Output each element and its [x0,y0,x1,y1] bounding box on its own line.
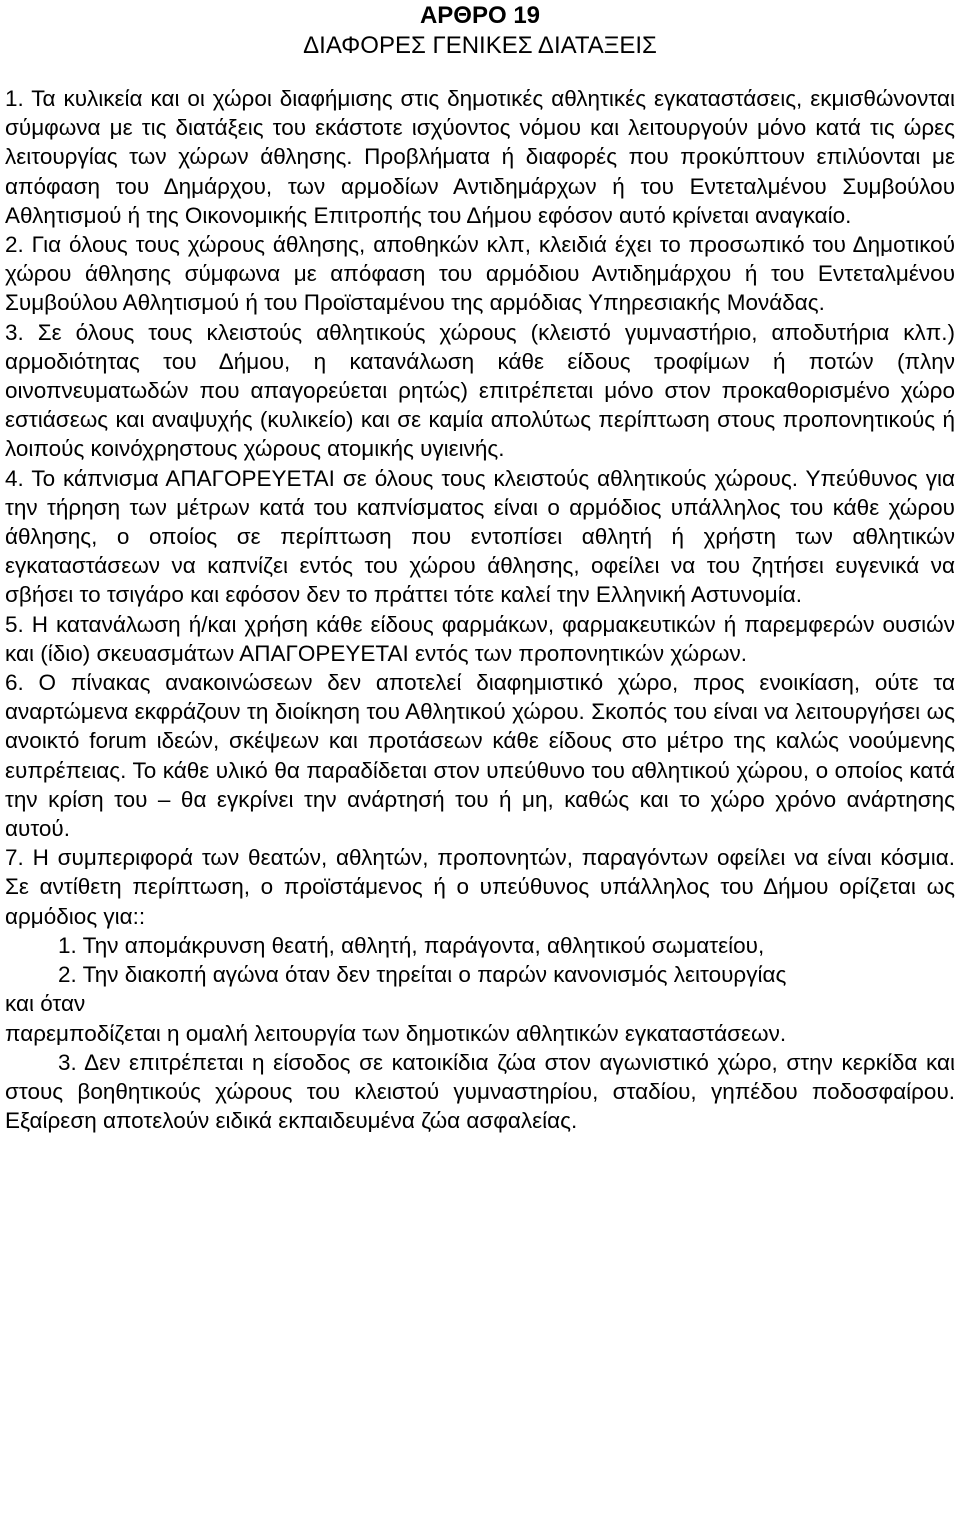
paragraph-2: 2. Για όλους τους χώρους άθλησης, αποθηκών κλπ, κλειδιά έχει το προσωπικό του Δημοτικού χώρου άθλησης σύμφωνα με απόφαση του αρμόδιου Αντιδημάρχου ή του Εντεταλμένου Συμβούλου Αθλητισμού ή του Προϊσταμένου της αρμόδιας Υπηρεσιακής Μονάδας. [5,232,955,316]
paragraph-3: 3. Σε όλους τους κλειστούς αθλητικούς χώρους (κλειστό γυμναστήριο, αποδυτήρια κλπ.) αρμοδιότητας του Δήμου, η κατανάλωση κάθε είδους τροφίμων ή ποτών (πλην οινοπνευματωδών που απαγορεύεται ρητώς) επιτρέπεται μόνο στον προκαθορισμένο χώρο εστιάσεως και αναψυχής (κυλικείο) και σε καμία απολύτως περίπτωση στους προπονητικούς ή λοιπούς κοινόχρηστους χώρους ατομικής υγιεινής. [5,319,955,462]
paragraph-1: 1. Τα κυλικεία και οι χώροι διαφήμισης στις δημοτικές αθλητικές εγκαταστάσεις, εκμισθώνονται σύμφωνα με τις διατάξεις του εκάστοτε ισχύοντος νόμου και λειτουργούν μόνο κατά τις ώρες λειτουργίας των χώρων άθλησης. Προβλήματα ή διαφορές που προκύπτουν επιλύονται με απόφαση του Δημάρχου, των αρμοδίων Αντιδημάρχων ή του Εντεταλμένου Συμβούλου Αθλητισμού ή της Οικονομικής Επιτροπής του Δήμου εφόσον αυτό κρίνεται αναγκαίο. [5,86,955,228]
subitem-2-continuation-2: παρεμποδίζεται η ομαλή λειτουργία των δημοτικών αθλητικών εγκαταστάσεων. [5,1020,787,1046]
article-body [5,84,955,1135]
paragraph-4: 4. Το κάπνισμα ΑΠΑΓΟΡΕΥΕΤΑΙ σε όλους τους κλειστούς αθλητικούς χώρους. Υπεύθυνος για την τήρηση των μέτρων κατά του καπνίσματος είναι ο αρμόδιος υπάλληλος του κάθε χώρου άθλησης, ο οποίος σε περίπτωση που εντοπίσει αθλητή ή χρήστη των αθλητικών εγκαταστάσεων να καπνίζει εντός του χώρου άθλησης, οφείλει να του ζητήσει ευγενικά να σβήσει το τσιγάρο και εφόσον δεν το πράττει τότε καλεί την Ελληνική Αστυνομία. [5,465,955,608]
article-heading [5,0,955,61]
paragraph-7: 7. Η συμπεριφορά των θεατών, αθλητών, προπονητών, παραγόντων οφείλει να είναι κόσμια. Σε αντίθετη περίπτωση, ο προϊστάμενος ή ο υπεύθυνος υπάλληλος του Δήμου ορίζεται ως αρμόδιος για:: [5,845,955,929]
subitem-2: 2. Την διακοπή αγώνα όταν δεν τηρείται ο παρών κανονισμός λειτουργίας [58,962,787,988]
subitem-2-continuation-1: και όταν [5,991,86,1017]
article-subtitle: ΔΙΑΦΟΡΕΣ ΓΕΝΙΚΕΣ ΔΙΑΤΑΞΕΙΣ [303,32,657,59]
subitem-3-text: 3. Δεν επιτρέπεται η είσοδος σε κατοικίδια ζώα στον αγωνιστικό χώρο, στην κερκίδα και στους βοηθητικούς χώρους του κλειστού γυμναστηρίου, σταδίου, γηπέδου ποδοσφαίρου. Εξαίρεση αποτελούν ειδικά εκπαιδευμένα ζώα ασφαλείας. [5,1049,955,1134]
subitem-1: 1. Την απομάκρυνση θεατή, αθλητή, παράγοντα, αθλητικού σωματείου, [58,932,765,958]
paragraph-5: 5. Η κατανάλωση ή/και χρήση κάθε είδους φαρμάκων, φαρμακευτικών ή παρεμφερών ουσιών και (ίδιο) σκευασμάτων ΑΠΑΓΟΡΕΥΕΤΑΙ εντός των προπονητικών χώρων. [5,611,955,666]
paragraph-6: 6. Ο πίνακας ανακοινώσεων δεν αποτελεί διαφημιστικό χώρο, προς ενοικίαση, ούτε τα αναρτώμενα εκφράζουν τη διοίκηση του Αθλητικού χώρου. Σκοπός του είναι να λειτουργήσει ως ανοικτό forum ιδεών, σκέψεων και προτάσεων κάθε είδους στο μέτρο της καλώς νοούμενης ευπρέπειας. Το κάθε υλικό θα παραδίδεται στον υπεύθυνο του αθλητικού χώρου, ο οποίος κατά την κρίση του – θα εγκρίνει την ανάρτησή του ή μη, καθώς και το χώρο χρόνο ανάρτησης αυτού. [5,670,955,842]
subitem-3 [5,1048,955,1136]
article-title: ΑΡΘΡΟ 19 [419,2,541,29]
